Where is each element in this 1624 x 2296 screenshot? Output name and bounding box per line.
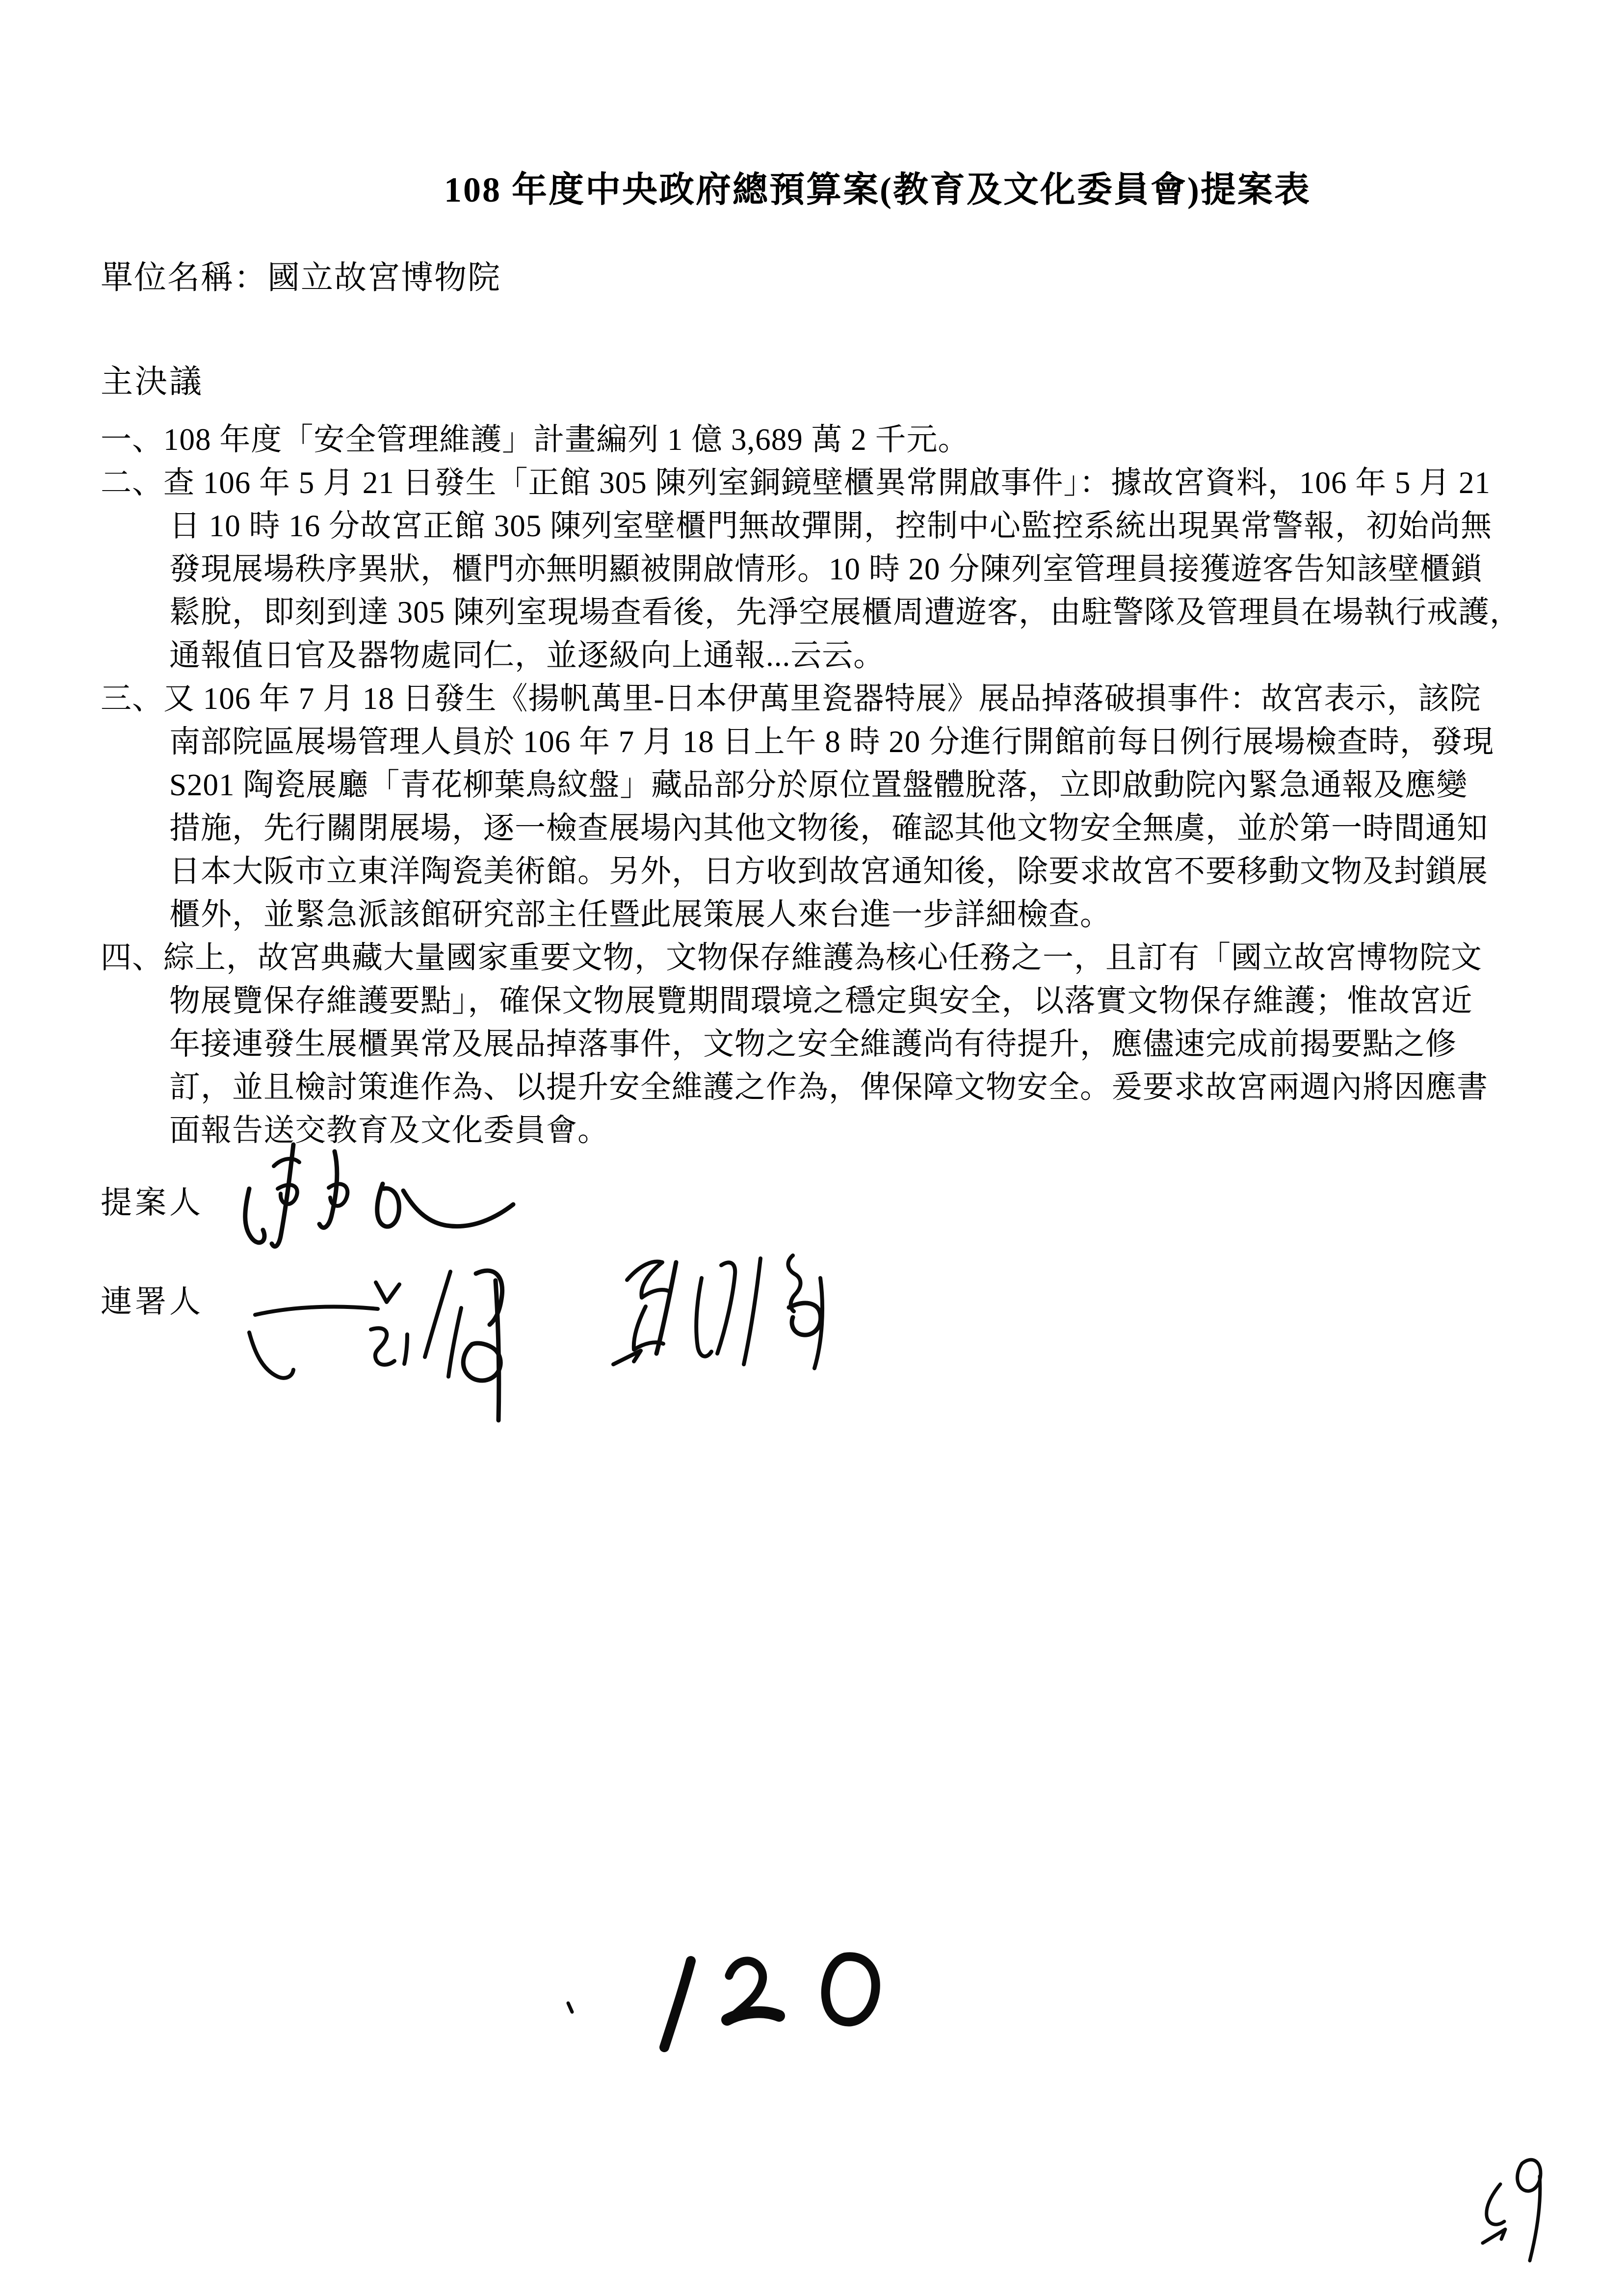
resolution-item-4-line: 四、綜上，故宮典藏大量國家重要文物，文物保存維護為核心任務之一，且訂有「國立故宮博物院文 [101,940,1482,975]
unit-name-line: 單位名稱：國立故宮博物院 [101,260,501,296]
resolution-item-3-line: S201 陶瓷展廳「青花柳葉鳥紋盤」藏品部分於原位置盤體脫落，立即啟動院內緊急通報及應變 [169,768,1468,802]
resolution-item-2-line: 發現展場秩序異狀，櫃門亦無明顯被開啟情形。10 時 20 分陳列室管理員接獲遊客告知該壁櫃鎖 [169,552,1483,586]
resolution-item-4-line: 年接連發生展櫃異常及展品掉落事件，文物之安全維護尚有待提升，應儘速完成前揭要點之修 [169,1027,1457,1061]
proposer-label: 提案人 [101,1185,204,1220]
resolution-item-3-line: 櫃外，並緊急派該館研究部主任暨此展策展人來台進一步詳細檢查。 [169,897,1111,932]
cosigner-signature-2 [599,1249,854,1386]
resolution-item-4-line: 面報告送交教育及文化委員會。 [169,1113,609,1148]
resolution-item-2-line: 日 10 時 16 分故宮正館 305 陳列室壁櫃門無故彈開，控制中心監控系統出現異常警報，初始尚無 [169,509,1492,543]
resolution-item-3-line: 三、又 106 年 7 月 18 日發生《揚帆萬里-日本伊萬里瓷器特展》展品掉落破損事件：故宮表示，該院 [101,681,1481,716]
resolution-item-3-line: 南部院區展場管理人員於 106 年 7 月 18 日上午 8 時 20 分進行開館前每日例行展場檢查時，發現 [169,725,1494,759]
handwritten-corner-mark [1462,2149,1550,2281]
resolution-item-4-line: 物展覽保存維護要點」，確保文物展覽期間環境之穩定與安全，以落實文物保存維護；惟故宮近 [169,984,1473,1018]
resolution-item-3-line: 日本大阪市立東洋陶瓷美術館。另外，日方收到故宮通知後，除要求故宮不要移動文物及封鎖展 [169,854,1488,888]
proposer-signature [231,1136,525,1273]
page-title: 108 年度中央政府總預算案(教育及文化委員會)提案表 [444,170,1311,209]
resolution-item-4-line: 訂，並且檢討策進作為、以提升安全維護之作為，俾保障文物安全。爰要求故宮兩週內將因應書 [169,1070,1488,1104]
resolution-item-2-line: 鬆脫，即刻到達 305 陳列室現場查看後，先淨空展櫃周遭遊客，由駐警隊及管理員在場執行戒護， [169,595,1521,629]
resolution-item-2-line: 通報值日官及器物處同仁，並逐級向上通報...云云。 [169,638,885,673]
resolution-item-3-line: 措施，先行關閉展場，逐一檢查展場內其他文物後，確認其他文物安全無虞，並於第一時間通知 [169,811,1488,845]
resolution-item-2-line: 二、查 106 年 5 月 21 日發生「正館 305 陳列室銅鏡壁櫃異常開啟事件」：據故宮資料，106 年 5 月 21 [101,466,1491,500]
handwritten-page-number [554,1950,898,2063]
section-heading: 主決議 [101,364,204,400]
cosigner-label: 連署人 [101,1284,204,1319]
cosigner-signature-1 [231,1261,545,1433]
resolution-item-1-line: 一、108 年度「安全管理維護」計畫編列 1 億 3,689 萬 2 千元。 [101,422,969,457]
